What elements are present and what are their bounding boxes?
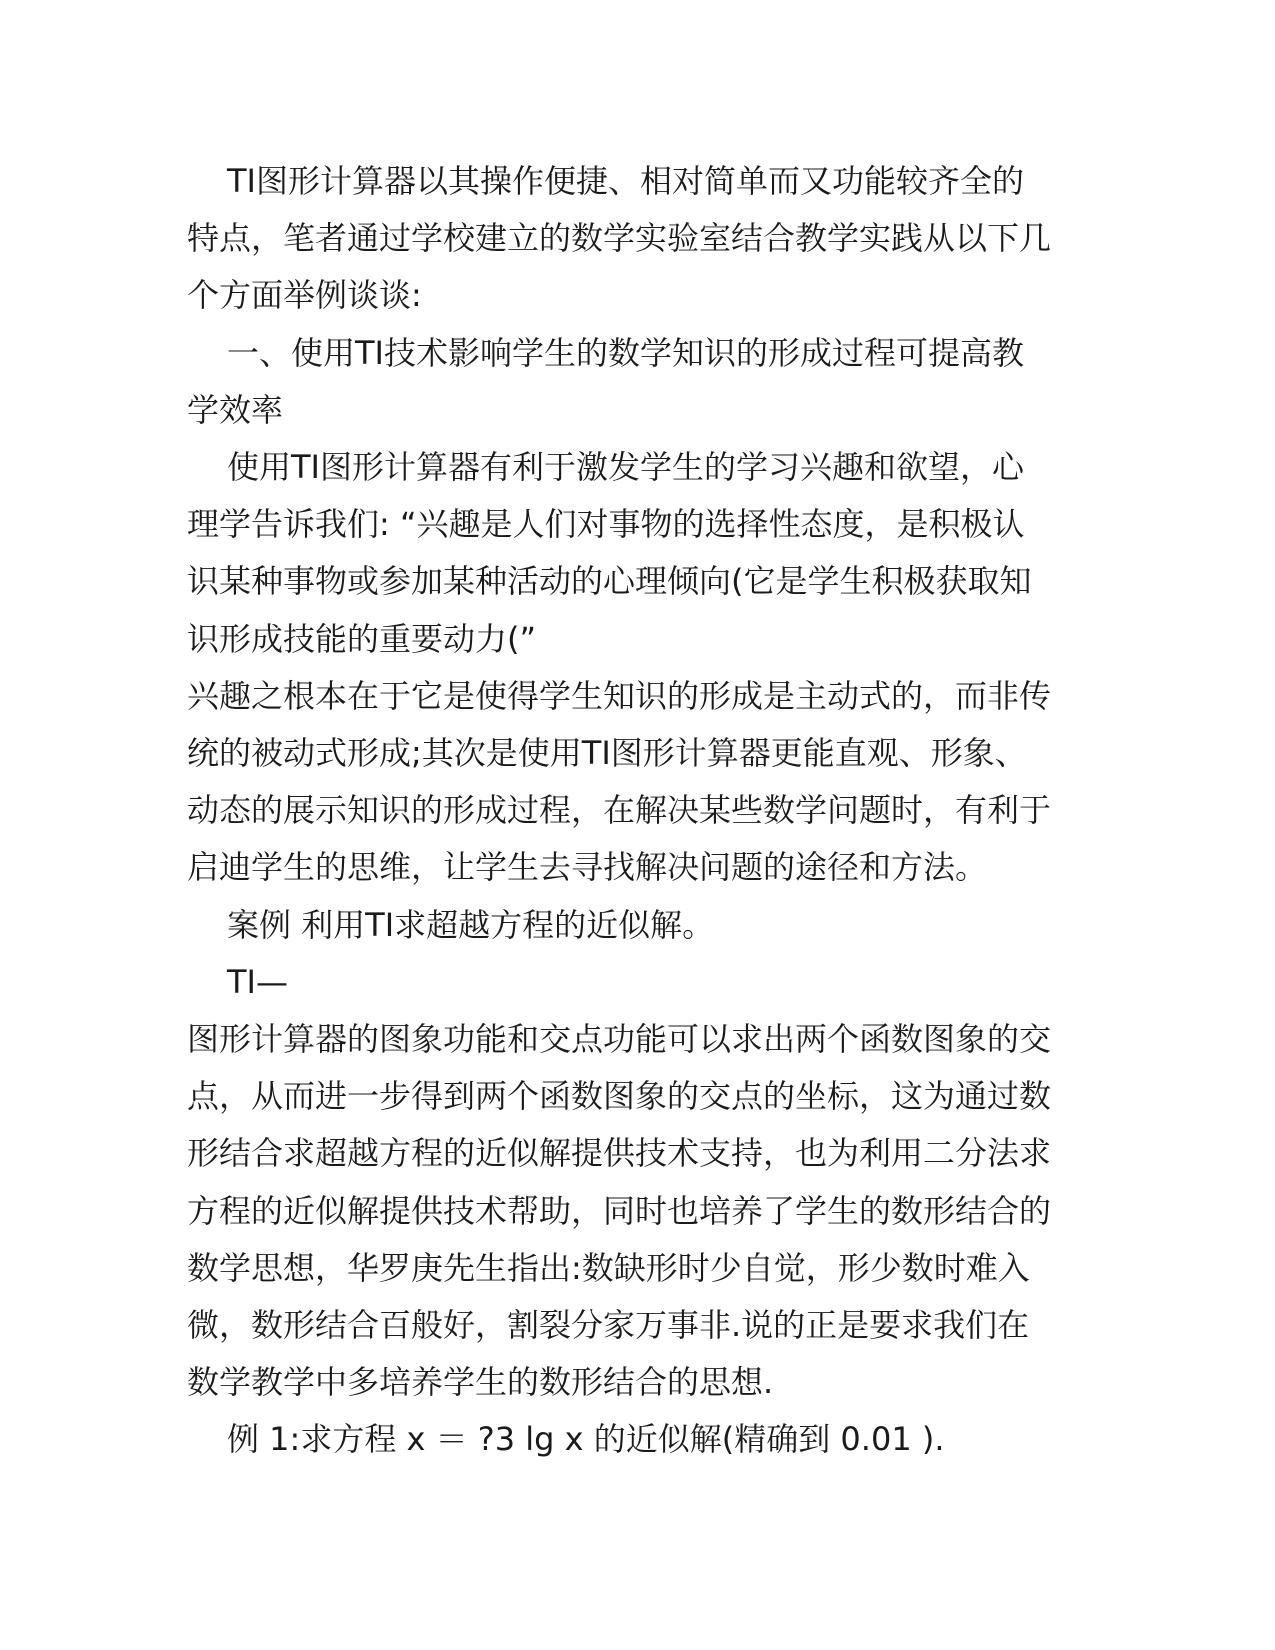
- paragraph-line: 理学告诉我们: “兴趣是人们对事物的选择性态度，是积极认: [187, 505, 1025, 544]
- paragraph-line: 数学思想，华罗庚先生指出:数缺形时少自觉，形少数时难入: [187, 1248, 1030, 1287]
- paragraph-line: 兴趣之根本在于它是使得学生知识的形成是主动式的，而非传: [187, 676, 1052, 715]
- section-heading-line: 一、使用TI技术影响学生的数学知识的形成过程可提高教: [227, 333, 1024, 372]
- paragraph-line: 统的被动式形成;其次是使用TI图形计算器更能直观、形象、: [187, 734, 1027, 773]
- paragraph-line: 形结合求超越方程的近似解提供技术支持，也为利用二分法求: [187, 1134, 1052, 1173]
- paragraph-line: 动态的展示知识的形成过程，在解决某些数学问题时，有利于: [187, 791, 1052, 830]
- document-body: [187, 153, 1092, 1469]
- example-line: 例 1:求方程 x ＝ ?3 lg x 的近似解(精确到 0.01 ).: [227, 1420, 945, 1459]
- paragraph-line: 图形计算器的图象功能和交点功能可以求出两个函数图象的交: [187, 1020, 1052, 1059]
- paragraph-line: 微，数形结合百般好，割裂分家万事非.说的正是要求我们在: [187, 1306, 1030, 1345]
- paragraph-line: 使用TI图形计算器有利于激发学生的学习兴趣和欲望，心: [227, 448, 1024, 487]
- paragraph-line: 点，从而进一步得到两个函数图象的交点的坐标，这为通过数: [187, 1077, 1052, 1116]
- paragraph-line: TI图形计算器以其操作便捷、相对简单而又功能较齐全的: [227, 162, 1024, 200]
- paragraph-line: 识形成技能的重要动力(”: [187, 619, 537, 658]
- case-title-line: 案例 利用TI求超越方程的近似解。: [227, 905, 715, 944]
- section-heading-line: 学效率: [187, 390, 284, 429]
- paragraph-line: TI—: [227, 962, 288, 1001]
- paragraph-line: 数学教学中多培养学生的数形结合的思想.: [187, 1363, 774, 1402]
- paragraph-line: 个方面举例谈谈:: [187, 276, 422, 315]
- paragraph-line: 特点，笔者通过学校建立的数学实验室结合教学实践从以下几: [187, 219, 1052, 258]
- paragraph-line: 识某种事物或参加某种活动的心理倾向(它是学生积极获取知: [187, 562, 1032, 601]
- paragraph-line: 方程的近似解提供技术帮助，同时也培养了学生的数形结合的: [187, 1191, 1052, 1230]
- paragraph-line: 启迪学生的思维，让学生去寻找解决问题的途径和方法。: [187, 848, 988, 887]
